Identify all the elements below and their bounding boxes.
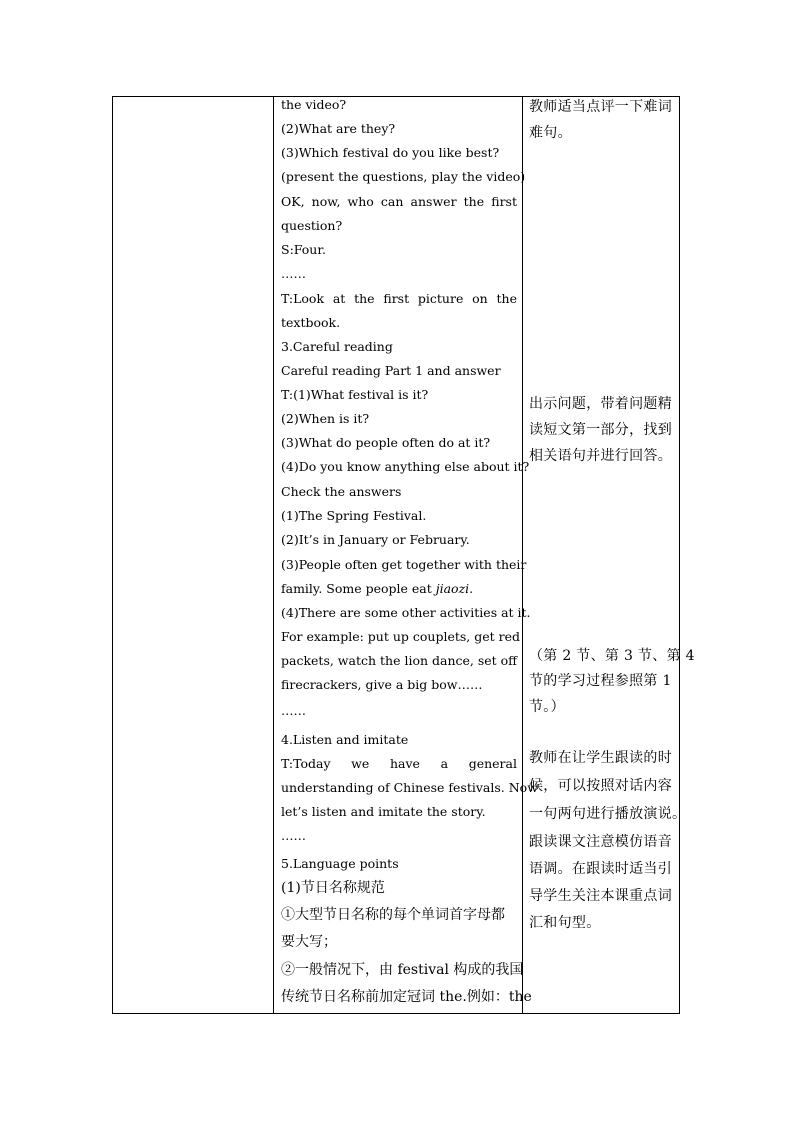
note-line: 候，可以按照对话内容 [529,778,672,794]
text-line: 4.Listen and imitate [281,732,409,747]
note-line: 教师适当点评一下难词 [529,99,672,115]
text-line: (3)People often get together with their [281,557,527,572]
text-line: (2)When is it? [281,411,370,426]
note-line: 节。） [529,699,565,715]
left-column-cell [113,97,273,1013]
note-line: 出示问题，带着问题精 [529,396,672,412]
text-line: the video? [281,97,347,112]
text-line: firecrackers, give a big bow…… [281,677,483,692]
text-line: (2)What are they? [281,121,396,136]
note-line: （第 2 节、第 3 节、第 4 [529,648,695,664]
text-line: (2)It’s in January or February. [281,532,470,547]
lesson-table [112,96,695,1014]
note-line: 节的学习过程参照第 1 [529,673,672,689]
text-line: let’s listen and imitate the story. [281,804,486,819]
text-line: …… [281,828,306,843]
text-line: OK, now, who can answer the first [281,194,517,209]
note-line: 汇和句型。 [529,915,601,931]
text-line: (4)Do you know anything else about it? [281,459,530,474]
text-line: T:(1)What festival is it? [281,387,429,402]
text-line: ①大型节日名称的每个单词首字母都 [281,907,505,923]
text-line: Check the answers [281,484,402,499]
text-line: (3)Which festival do you like best? [281,145,500,160]
text-line: T:Look at the first picture on the [281,291,517,306]
text-line: question? [281,218,343,233]
text-segment: family. Some people eat [281,581,436,596]
text-line: (1)The Spring Festival. [281,508,427,523]
note-line: 相关语句并进行回答。 [529,448,672,464]
note-line: 导学生关注本课重点词 [529,888,672,904]
text-line: 5.Language points [281,856,399,871]
note-line: 难句。 [529,125,572,141]
note-line: 教师在让学生跟读的时 [529,750,672,766]
teaching-notes-cell [523,97,695,1013]
text-segment: . [469,581,474,596]
note-line: 读短文第一部分，找到 [529,422,672,438]
italic-word: jiaozi [435,581,470,596]
text-line: (4)There are some other activities at it. [281,605,531,620]
text-line: (present the questions, play the video) [281,169,526,184]
text-line: ②一般情况下，由 festival 构成的我国 [281,962,524,978]
text-line: S:Four. [281,242,326,257]
text-line: understanding of Chinese festivals. Now [281,780,538,795]
note-line: 一句两句进行播放演说。 [529,806,687,822]
text-line: textbook. [281,315,341,330]
text-line: …… [281,266,306,281]
note-line: 语调。在跟读时适当引 [529,861,672,877]
note-line: 跟读课文注意模仿语音 [529,834,672,850]
text-line: (3)What do people often do at it? [281,435,491,450]
text-line: 传统节日名称前加定冠词 the.例如：the [281,989,532,1005]
teaching-process-cell [274,97,538,1013]
text-line [281,581,517,597]
text-line: (1)节日名称规范 [281,880,385,896]
text-line: packets, watch the lion dance, set off [281,653,518,668]
text-line: …… [281,703,306,718]
text-line: For example: put up couplets, get red [281,629,521,644]
text-line: 要大写； [281,934,337,950]
text-line: T:Today we have a general [281,756,517,771]
text-line: Careful reading Part 1 and answer [281,363,501,378]
text-line: 3.Careful reading [281,339,393,354]
